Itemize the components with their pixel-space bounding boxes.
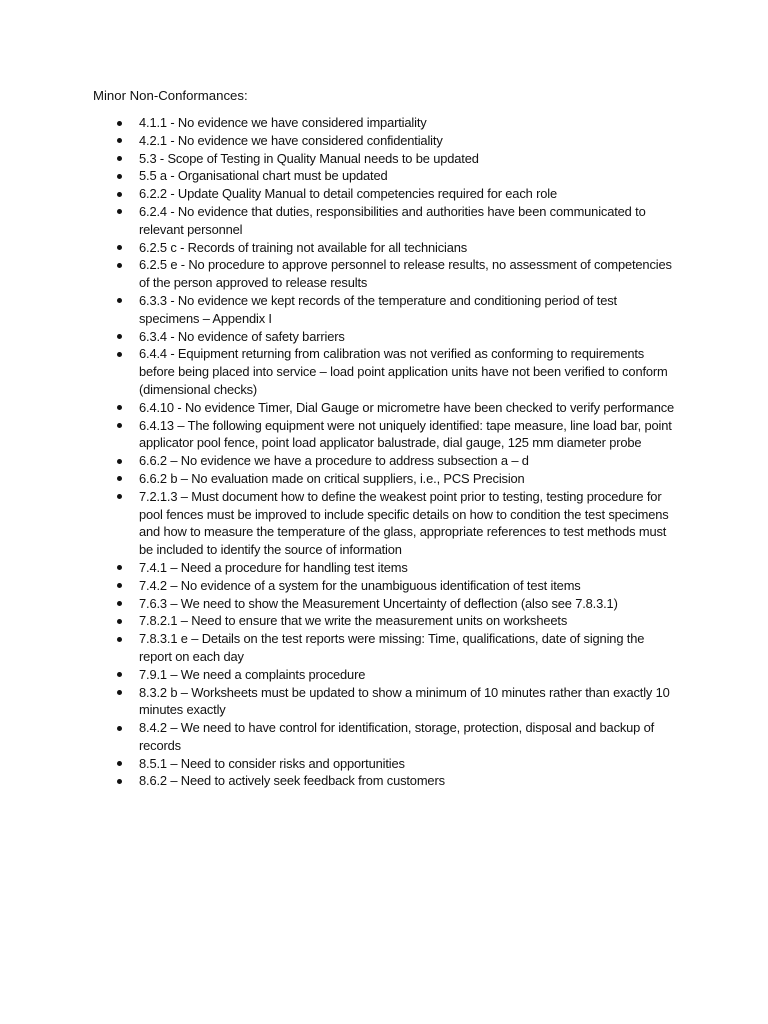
non-conformance-item: 8.6.2 – Need to actively seek feedback from customers <box>139 772 679 790</box>
non-conformance-item: 6.2.4 - No evidence that duties, responsibilities and authorities have been communicated to relevant personnel <box>139 203 679 239</box>
non-conformance-item: 8.3.2 b – Worksheets must be updated to show a minimum of 10 minutes rather than exactly 10 minutes exactly <box>139 684 679 720</box>
non-conformance-item: 6.4.10 - No evidence Timer, Dial Gauge or micrometre have been checked to verify performance <box>139 399 679 417</box>
non-conformance-item: 5.3 - Scope of Testing in Quality Manual needs to be updated <box>139 150 679 168</box>
non-conformance-list <box>139 114 679 790</box>
non-conformance-item: 6.3.3 - No evidence we kept records of the temperature and conditioning period of test specimens – Appendix I <box>139 292 679 328</box>
non-conformance-item: 7.4.1 – Need a procedure for handling test items <box>139 559 679 577</box>
section-heading: Minor Non-Conformances: <box>93 88 248 103</box>
non-conformance-item: 6.2.2 - Update Quality Manual to detail competencies required for each role <box>139 185 679 203</box>
non-conformance-item: 8.5.1 – Need to consider risks and opportunities <box>139 755 679 773</box>
non-conformance-item: 6.3.4 - No evidence of safety barriers <box>139 328 679 346</box>
non-conformance-item: 6.2.5 e - No procedure to approve personnel to release results, no assessment of competencies of the person approved to release results <box>139 256 679 292</box>
non-conformance-item: 7.9.1 – We need a complaints procedure <box>139 666 679 684</box>
non-conformance-item: 6.6.2 – No evidence we have a procedure to address subsection a – d <box>139 452 679 470</box>
non-conformance-item: 4.2.1 - No evidence we have considered confidentiality <box>139 132 679 150</box>
non-conformance-item: 6.6.2 b – No evaluation made on critical suppliers, i.e., PCS Precision <box>139 470 679 488</box>
non-conformance-item: 8.4.2 – We need to have control for identification, storage, protection, disposal and backup of records <box>139 719 679 755</box>
non-conformance-item: 7.2.1.3 – Must document how to define the weakest point prior to testing, testing procedure for pool fences must be improved to include specific details on how to condition the test specimens and how to measure the temperature of the glass, appropriate references to test methods must be included to identify the source of information <box>139 488 679 559</box>
non-conformance-item: 7.4.2 – No evidence of a system for the unambiguous identification of test items <box>139 577 679 595</box>
non-conformance-item: 5.5 a - Organisational chart must be updated <box>139 167 679 185</box>
non-conformance-item: 7.8.2.1 – Need to ensure that we write the measurement units on worksheets <box>139 612 679 630</box>
non-conformance-item: 7.6.3 – We need to show the Measurement Uncertainty of deflection (also see 7.8.3.1) <box>139 595 679 613</box>
non-conformance-item: 6.4.4 - Equipment returning from calibration was not verified as conforming to requirements before being placed into service – load point application units have not been verified to conform (dimensional checks) <box>139 345 679 398</box>
non-conformance-item: 4.1.1 - No evidence we have considered impartiality <box>139 114 679 132</box>
non-conformance-item: 7.8.3.1 e – Details on the test reports were missing: Time, qualifications, date of signing the report on each day <box>139 630 679 666</box>
non-conformance-item: 6.4.13 – The following equipment were not uniquely identified: tape measure, line load bar, point applicator pool fence, point load applicator balustrade, dial gauge, 125 mm diameter probe <box>139 417 679 453</box>
non-conformance-item: 6.2.5 c - Records of training not available for all technicians <box>139 239 679 257</box>
